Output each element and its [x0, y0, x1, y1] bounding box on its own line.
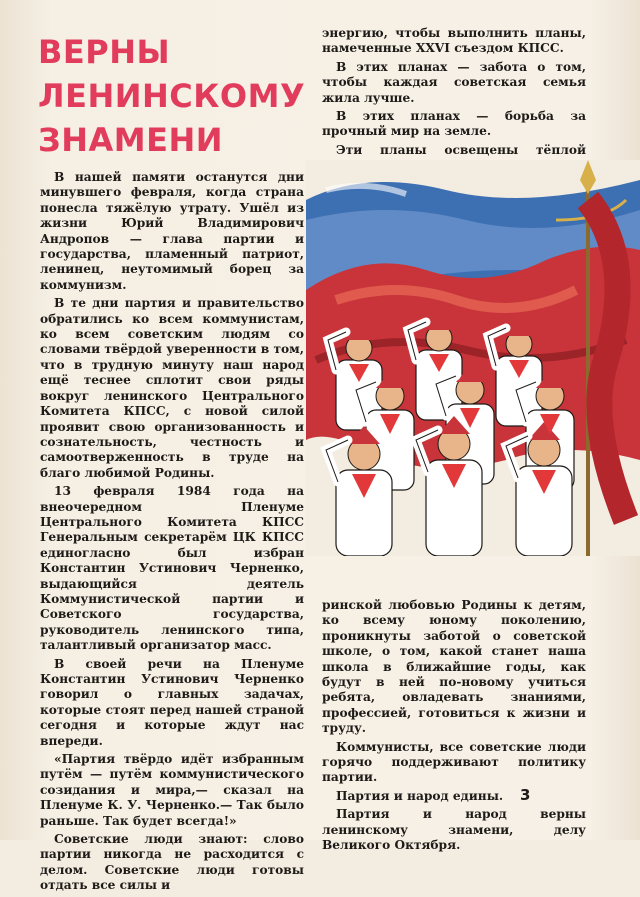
- paragraph: В этих планах — забота о том, чтобы каждая советская семья жила лучше.: [322, 59, 586, 105]
- paragraph: В нашей памяти останутся дни минувшего февраля, когда страна понесла тяжёлую утрату. Ушёл из жизни Юрий Владимирович Андропов — глава партии и государства, пламенный патриот, ленинец, неутомимый борец за коммунизм.: [40, 170, 304, 292]
- page-number: 3: [520, 786, 531, 804]
- pioneers-illustration: [306, 160, 640, 556]
- paragraph: «Партия твёрдо идёт избранным путём — путём коммунистического созидания и мира,— сказал на Пленуме К. У. Черненко.— Так было раньше. Так будет всегда!»: [40, 752, 304, 828]
- title-line-2: ЛЕНИНСКОМУ: [38, 77, 306, 115]
- title-line-1: ВЕРНЫ: [38, 33, 171, 71]
- paragraph: Партия и народ едины.: [336, 788, 504, 803]
- title-line-3: ЗНАМЕНИ: [38, 121, 224, 159]
- right-column-bottom: [322, 598, 586, 857]
- paragraph: 13 февраля 1984 года на внеочередном Пленуме Центрального Комитета КПСС Генеральным секретарём ЦК КПСС единогласно был избран Константин Устинович Черненко, выдающийся деятель Коммунистической партии и Советского государства, руководитель ленинского типа, талантливый организатор масс.: [40, 484, 304, 653]
- paragraph: ринской любовью Родины к детям, ко всему юному поколению, проникнуты заботой о советской школе, о том, какой станет наша школа в ближайшие годы, как будут в ней по-новому учиться ребята, овладевать знаниями, профессией, готовиться к жизни и труду.: [322, 598, 586, 736]
- article-title: [38, 30, 308, 162]
- paragraph: Советские люди знают: слово партии никогда не расходится с делом. Советские люди готовы отдать все силы и: [40, 832, 304, 893]
- paragraph: Эти планы освещены тёплой: [336, 142, 586, 157]
- paragraph: В своей речи на Пленуме Константин Устинович Черненко говорил о главных задачах, которые стоят перед нашей страной сегодня и которые ждут нас впереди.: [40, 656, 304, 748]
- right-column-top: [322, 26, 586, 177]
- paragraph: энергию, чтобы выполнить планы, намеченные XXVI съездом КПСС.: [322, 26, 586, 56]
- paragraph: В этих планах — борьба за прочный мир на земле.: [322, 109, 586, 139]
- left-column: [40, 170, 304, 897]
- paragraph: Партия и народ верны ленинскому знамени, делу Великого Октября.: [322, 807, 586, 853]
- paragraph: В те дни партия и правительство обратились ко всем коммунистам, ко всем советским людям со словами твёрдой уверенности в том, что в трудную минуту наш народ ещё теснее сплотит свои ряды вокруг ленинского Центрального Комитета КПСС, с новой силой проявит свою организованность и сознательность, честность и самоотверженность в труде на благо любимой Родины.: [40, 296, 304, 480]
- paragraph: Коммунисты, все советские люди горячо поддерживают политику партии.: [322, 739, 586, 785]
